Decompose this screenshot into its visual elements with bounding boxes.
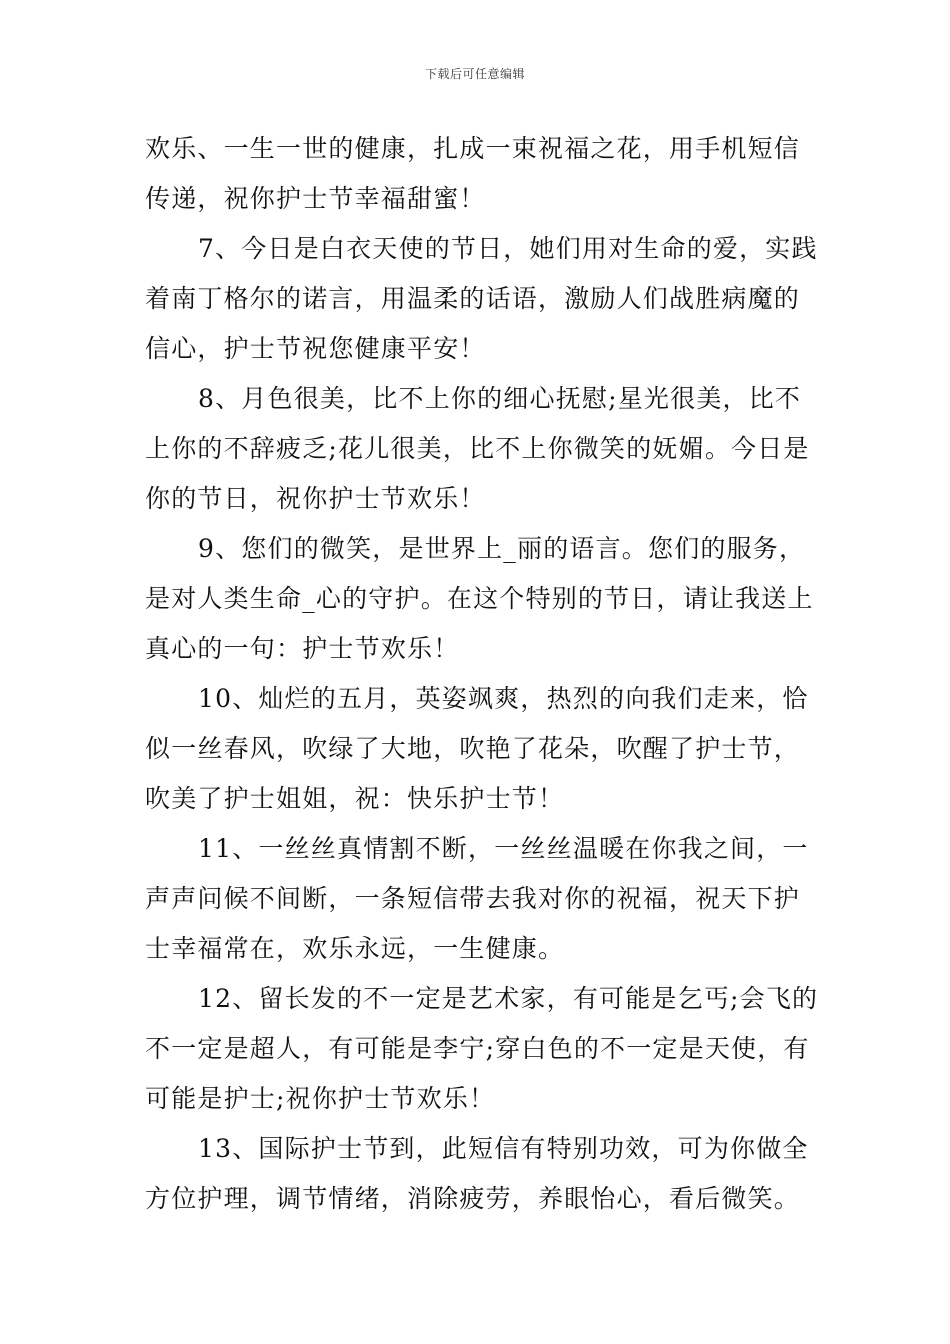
text-line: 传递，祝你护士节幸福甜蜜！ xyxy=(145,184,486,213)
text-line: 上你的不辞疲乏;花儿很美，比不上你微笑的妩媚。今日是 xyxy=(145,434,810,463)
text-line: 方位护理，调节情绪，消除疲劳，养眼怡心，看后微笑。 xyxy=(145,1184,801,1213)
text-line: 真心的一句：护士节欢乐！ xyxy=(145,634,460,663)
text-line: 吹美了护士姐姐，祝：快乐护士节！ xyxy=(145,784,565,813)
text-line: 士幸福常在，欢乐永远，一生健康。 xyxy=(145,934,565,963)
text-line: 可能是护士;祝你护士节欢乐！ xyxy=(145,1084,496,1113)
paragraph-first-line: 12、留长发的不一定是艺术家，有可能是乞丐;会飞的 xyxy=(198,984,819,1013)
paragraph-first-line: 11、一丝丝真情割不断，一丝丝温暖在你我之间，一 xyxy=(198,834,809,863)
text-line: 着南丁格尔的诺言，用温柔的话语，激励人们战胜病魔的 xyxy=(145,284,801,313)
page-header-note: 下载后可任意编辑 xyxy=(424,67,525,81)
paragraph-first-line: 13、国际护士节到，此短信有特别功效，可为你做全 xyxy=(198,1134,809,1163)
paragraph-first-line: 8、月色很美，比不上你的细心抚慰;星光很美，比不 xyxy=(198,384,802,413)
paragraph-first-line: 9、您们的微笑，是世界上_丽的语言。您们的服务， xyxy=(198,534,806,563)
text-line: 不一定是超人，有可能是李宁;穿白色的不一定是天使，有 xyxy=(145,1034,810,1063)
text-line: 你的节日，祝你护士节欢乐！ xyxy=(145,484,486,513)
paragraph-first-line: 10、灿烂的五月，英姿飒爽，热烈的向我们走来，恰 xyxy=(198,684,809,713)
text-line: 是对人类生命_心的守护。在这个特别的节日，请让我送上 xyxy=(145,584,814,613)
text-line: 似一丝春风，吹绿了大地，吹艳了花朵，吹醒了护士节， xyxy=(145,734,801,763)
document-body xyxy=(145,124,819,1224)
paragraph-first-line: 7、今日是白衣天使的节日，她们用对生命的爱，实践 xyxy=(198,234,818,263)
text-line: 信心，护士节祝您健康平安！ xyxy=(145,334,486,363)
text-line: 欢乐、一生一世的健康，扎成一束祝福之花，用手机短信 xyxy=(145,134,801,163)
text-line: 声声问候不间断，一条短信带去我对你的祝福，祝天下护 xyxy=(145,884,801,913)
